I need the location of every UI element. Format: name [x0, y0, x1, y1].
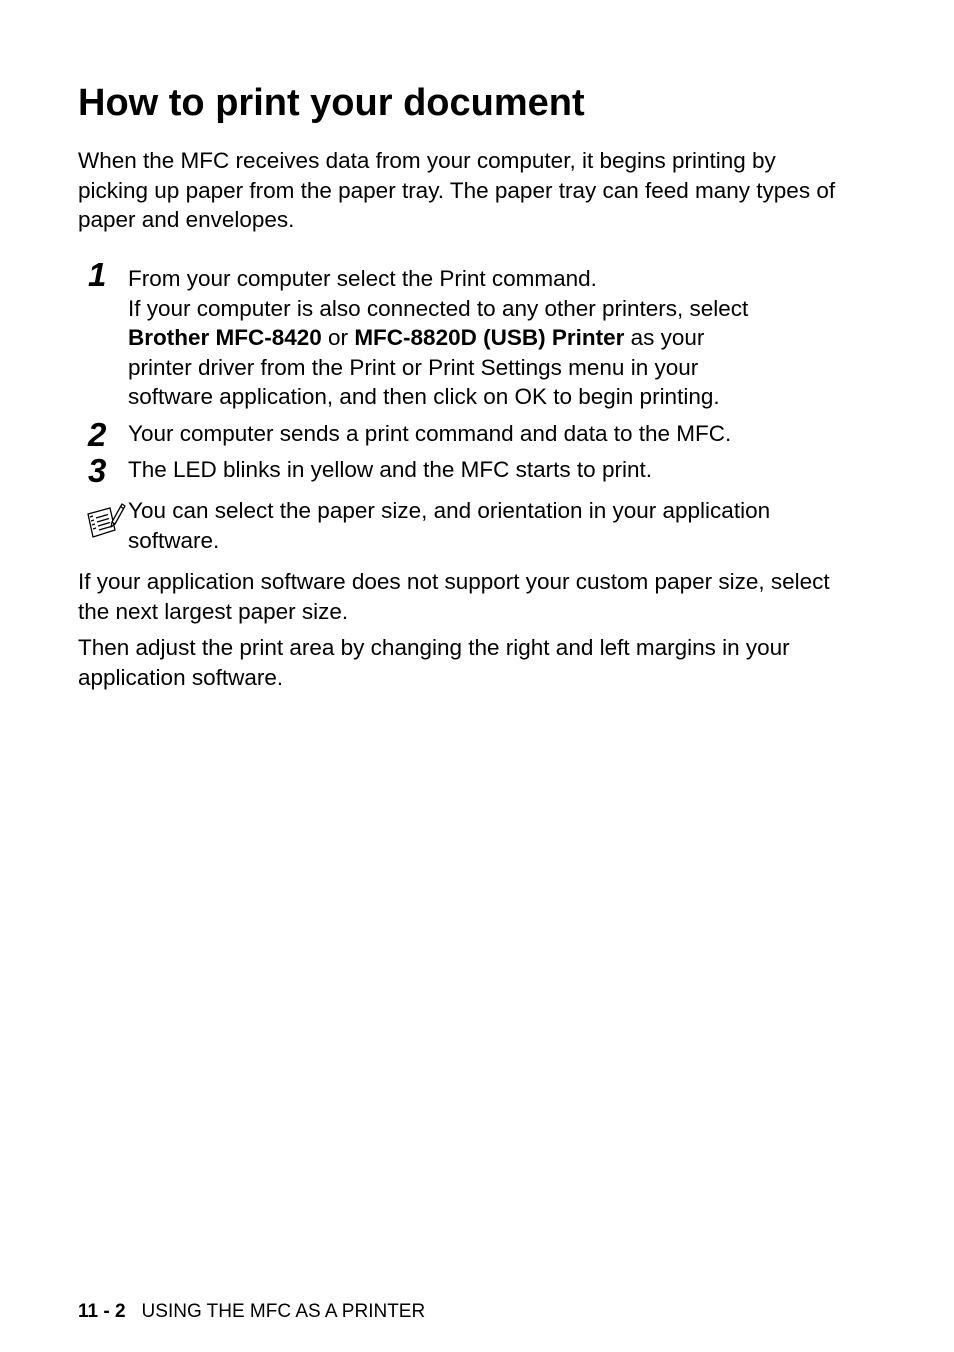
page-footer — [78, 1300, 425, 1324]
or-text: or — [321, 325, 355, 350]
body-paragraph: Then adjust the print area by changing the right and left margins in your application software. — [78, 635, 790, 690]
step-line-printer — [128, 323, 828, 353]
printer-name-bold: MFC-8820D (USB) Printer — [354, 325, 625, 350]
step-number: 3 — [88, 452, 107, 489]
page-number: 11 - 2 — [78, 1301, 126, 1322]
step-number: 2 — [88, 416, 107, 453]
step-line: printer driver from the Print or Print Settings menu in your — [128, 354, 699, 380]
note-pad-pencil-icon — [84, 500, 126, 540]
step-text: Your computer sends a print command and data to the MFC. — [128, 421, 732, 446]
as-your-text: as your — [624, 325, 705, 350]
step-line: If your computer is also connected to any other printers, select — [128, 295, 749, 321]
printer-name-bold: Brother MFC-8420 — [128, 325, 322, 350]
note-text: You can select the paper size, and orientation in your application software. — [128, 498, 771, 553]
step-text: The LED blinks in yellow and the MFC starts to print. — [128, 457, 652, 482]
step-line: software application, and then click on OK to begin printing. — [128, 384, 720, 409]
step-number: 1 — [88, 256, 107, 293]
section-name: USING THE MFC AS A PRINTER — [141, 1301, 426, 1322]
body-paragraph: If your application software does not support your custom paper size, select the next largest paper size. — [78, 569, 830, 624]
page-title: How to print your document — [78, 82, 585, 124]
step-text — [128, 264, 828, 412]
step-line: From your computer select the Print command. — [128, 266, 597, 291]
intro-paragraph: When the MFC receives data from your computer, it begins printing by picking up paper from the paper tray. The paper tray can feed many types of paper and envelopes. — [78, 148, 836, 232]
